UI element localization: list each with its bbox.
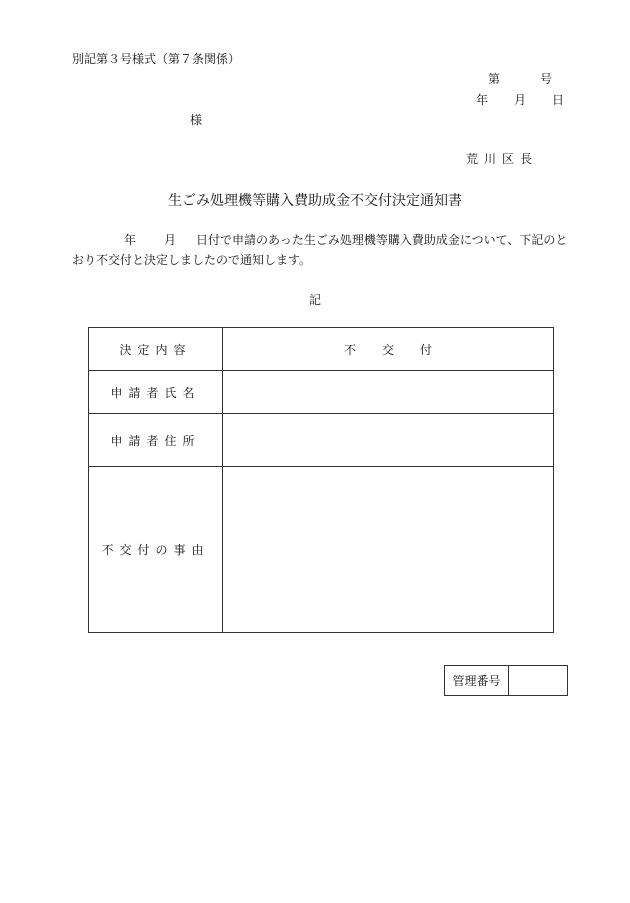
date-year: 年 — [476, 93, 489, 107]
recipient-honorific: 様 — [190, 113, 203, 127]
reason-field[interactable] — [223, 467, 554, 633]
number-prefix: 第 — [488, 72, 501, 86]
decision-table — [88, 327, 554, 633]
applicant-name-field[interactable] — [223, 371, 554, 414]
date-day: 日 — [552, 93, 565, 107]
management-number-box — [444, 665, 568, 696]
document-number — [488, 70, 552, 87]
row-label: 決定内容 — [89, 328, 223, 371]
form-designation: 別記第３号様式（第７条関係） — [72, 52, 241, 66]
body-year: 年 — [124, 233, 137, 247]
issuer-name: 荒川区長 — [466, 152, 539, 166]
number-suffix: 号 — [540, 72, 553, 86]
decision-value: 不交付 — [223, 328, 554, 371]
table-row — [89, 371, 554, 414]
row-label: 不交付の事由 — [89, 467, 223, 633]
date-month: 月 — [514, 93, 527, 107]
document-title: 生ごみ処理機等購入費助成金不交付決定通知書 — [168, 193, 462, 209]
body-line1-rest: 日付で申請のあった生ごみ処理機等購入費助成金について、下記のと — [196, 233, 568, 247]
body-text-line-1 — [124, 231, 567, 248]
ki-heading: 記 — [308, 293, 321, 307]
body-month: 月 — [164, 233, 177, 247]
row-label: 申請者住所 — [89, 414, 223, 467]
management-number-label: 管理番号 — [445, 666, 509, 696]
management-number-field[interactable] — [509, 666, 568, 696]
table-row — [89, 328, 554, 371]
row-label: 申請者氏名 — [89, 371, 223, 414]
body-text-line-2: おり不交付と決定しましたので通知します。 — [72, 253, 312, 267]
table-row — [89, 467, 554, 633]
table-row — [89, 414, 554, 467]
applicant-address-field[interactable] — [223, 414, 554, 467]
document-date — [476, 91, 564, 108]
table-row — [445, 666, 568, 696]
